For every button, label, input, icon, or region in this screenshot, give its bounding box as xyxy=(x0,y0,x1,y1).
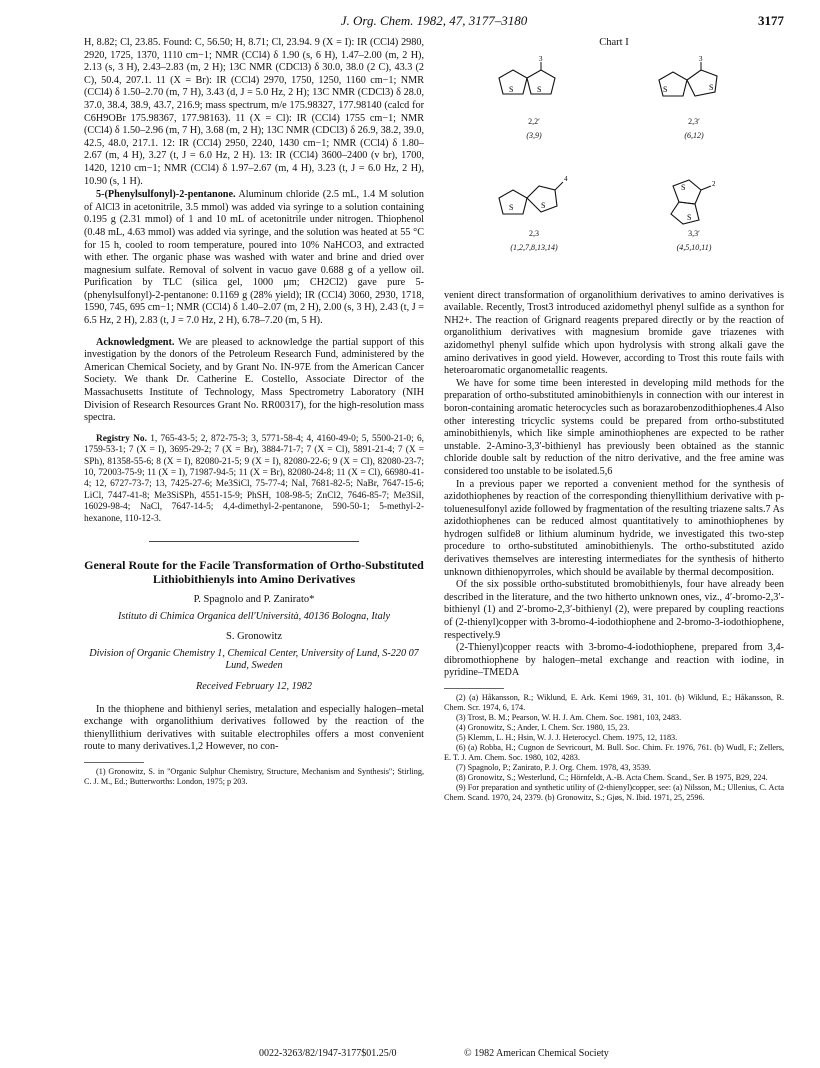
svg-text:2: 2 xyxy=(712,179,716,188)
footnote-1: (1) Gronowitz, S. in "Organic Sulphur Chemistry, Structure, Mechanism and Synthesis"; Stirling, C. J. M., Ed.; Butterworths: London, 1975; p 203. xyxy=(84,767,424,786)
right-column xyxy=(444,37,784,803)
acknowledgment-paragraph xyxy=(84,337,424,425)
svg-text:S: S xyxy=(663,84,668,94)
authors-bologna: P. Spagnolo and P. Zanirato* xyxy=(193,594,315,606)
bithienyl-2-2-diagram xyxy=(479,56,589,116)
bithienyl-3-3prime-diagram xyxy=(639,168,749,228)
footnote-divider xyxy=(84,762,144,763)
bithienyl-2-3prime-diagram xyxy=(639,56,749,116)
structure-label: 2,3 xyxy=(529,228,539,238)
footnote-8: (8) Gronowitz, S.; Westerlund, C.; Hörnfeldt, A.-B. Acta Chem. Scand., Ser. B 1975, B29, 224. xyxy=(456,773,768,782)
structure-label: 2,2′ xyxy=(528,116,540,126)
page-number: 3177 xyxy=(758,13,784,28)
body-paragraph-1: venient direct transformation of organolithium derivatives to amino derivatives is available. Recently, Trost3 introduced azidomethyl phenyl sulfide as a synthon for NH2+. The reaction of Grignard reagents prepared directly or by the reaction of organolithium derivatives with magnesium bromide gave triazenes with azidomethyl phenyl sulfide which upon hydrolysis with strong alkali gave the amino derivatives in good yield. However, according to Trost this route fails with heteroaromatic organometallic reagents. xyxy=(444,289,784,377)
doi-code: 0022-3263/82/1947-3177$01.25/0 xyxy=(259,1048,397,1059)
body-paragraph-4: Of the six possible ortho-substituted bromobithienyls, four have already been described in the literature, and the two hitherto unknown ones, viz., 4′-bromo-2,3′-bithienyl (1) and 2′-bromo-2,3′-bithienyl (2), were prepared by coupling reactions of (2-thienyl)copper with 3-bromo-4-iodothiophene and 2-bromo-3-iodothiophene, respectively.9 xyxy=(444,579,784,641)
acknowledgment-text: We are pleased to acknowledge the partial support of this investigation by the donors of the Petroleum Research Fund, administered by the American Chemical Society, and by Grant No. IN-97E from the American Cancer Society. We thank Dr. Catherine E. Costello, Associate Director of the Massachusetts Institute of Technology, Mass Spectrometry Laboratory (NIH Division of Research Resources Grant No. RR00317), for the high-resolution mass spectra. xyxy=(84,336,424,424)
authors-lund: S. Gronowitz xyxy=(226,631,282,643)
structure-label: 3,3′ xyxy=(688,228,700,238)
svg-text:S: S xyxy=(509,84,514,94)
footnote-divider xyxy=(444,688,504,689)
affiliation-lund: Division of Organic Chemistry 1, Chemical Center, University of Lund, S-220 07 Lund, Sweden xyxy=(89,647,419,672)
footnote-3: (3) Trost, B. M.; Pearson, W. H. J. Am. Chem. Soc. 1981, 103, 2483. xyxy=(456,713,682,722)
svg-text:4: 4 xyxy=(564,174,568,183)
registry-text: 1, 765-43-5; 2, 872-75-3; 3, 5771-58-4; 4, 4160-49-0; 5, 5500-21-0; 6, 1759-53-1; 7 (X = I), 3695-29-2; 7 (X = Br), 3884-71-7; 7 (X = Cl), 5891-21-4; 7 (X = SPh), 81358-55-6; 8 (X = I), 82080-21-5; 9 (X = I), 82080-22-6; 9 (X = Cl), 82080-23-7; 10, 72003-75-9; 11 (X = I), 71987-94-5; 11 (X = Br), 82080-24-8; 11 (X = Cl), 66980-41-4; 12, 6727-73-7; 13, 7425-27-6; Me3SiCl, 75-77-4; NaI, 7681-82-5; NaBr, 7647-15-6; LiCl, 7447-41-8; Me3SiSPh, 4551-15-9; PhSH, 108-98-5; ZnCl2, 7646-85-7; Me3SiI, 16029-98-4; NaCl, 7647-14-5; 4,4-dimethyl-2-pentanone, 590-50-1; 5-methyl-2-hexanone, 110-12-3. xyxy=(84,433,424,524)
structure-2-3-bithienyl-b xyxy=(454,168,614,255)
svg-text:S: S xyxy=(509,202,514,212)
procedure-heading: 5-(Phenylsulfonyl)-2-pentanone. xyxy=(96,189,236,201)
svg-text:S: S xyxy=(537,84,542,94)
procedure-paragraph xyxy=(84,189,424,328)
footnote-4: (4) Gronowitz, S.; Ander, I. Chem. Scr. 1980, 15, 23. xyxy=(456,723,630,732)
svg-text:S: S xyxy=(681,182,686,192)
body-paragraph-5: (2-Thienyl)copper reacts with 3-bromo-4-iodothiophene, prepared from 3,4-dibromothiophene by halogen–metal exchange and reaction with iodine, in pyridine–TMEDA xyxy=(444,642,784,679)
chart-title: Chart I xyxy=(599,37,629,48)
structure-2-3-bithienyl xyxy=(614,56,774,143)
registry-paragraph xyxy=(84,434,424,525)
svg-text:S: S xyxy=(541,200,546,210)
article-title: General Route for the Facile Transformation of Ortho-Substituted Lithiobithienyls into Amino Derivatives xyxy=(84,558,424,587)
svg-text:3: 3 xyxy=(539,55,543,63)
body-paragraph-3: In a previous paper we reported a convenient method for the synthesis of azidothiophenes by reaction of the corresponding thienyllithium derivative with p-toluenesulfonyl azide followed by fragmentation of the resulting triazene salts.7 As azidothiophenes can be reduced almost quantitatively to aminothiophenes by hydrogen sulfide8 or lithium aluminum hydride, we investigated this two-step procedure to ortho-substituted aminobithienyls. The ortho-substituted azido derivatives themselves are interesting intermediates for the synthesis of hitherto unknown dithienopyrroles, which should be available by thermal decomposition. xyxy=(444,478,784,578)
footnote-9: (9) For preparation and synthetic utility of (2-thienyl)copper, see: (a) Nilsson, M.; Ullenius, C. Acta Chem. Scand. 1970, 24, 2379. (b) Gronowitz, S.; Gjøs, N. Ibid. 1971, 25, 2596. xyxy=(444,783,784,802)
article-divider xyxy=(149,541,359,542)
footnote-6: (6) (a) Robba, H.; Cugnon de Sevricourt, M. Bull. Soc. Chim. Fr. 1976, 761. (b) Wudl, F.; Zellers, E. T. J. Am. Chem. Soc. 1980, 102, 4283. xyxy=(444,743,784,762)
structure-label: 2,3′ xyxy=(688,116,700,126)
footnote-5: (5) Klemm, L. H.; Hsin, W. J. J. Heterocycl. Chem. 1975, 12, 1183. xyxy=(456,733,678,742)
journal-citation: J. Org. Chem. 1982, 47, 3177–3180 xyxy=(340,13,528,28)
bithienyl-2-3-diagram xyxy=(479,168,589,228)
experimental-data-paragraph: H, 8.82; Cl, 23.85. Found: C, 56.50; H, 8.71; Cl, 23.94. 9 (X = I): IR (CCl4) 2980, 2920, 1725, 1370, 1110 cm−1; NMR (CCl4) δ 1.90 (s, 6 H), 1.47–2.00 (m, 2 H), 2.13 (s, 3 H), 2.43–2.83 (m, 2 H); 13C NMR (CDCl3) δ 30.0, 38.0 (2 C), 43.3 (2 C), 50.4, 207.1. 11 (X = Br): IR (CCl4) 2970, 1750, 1250, 1160 cm−1; NMR (CCl4) δ 1.50–2.70 (m, 7 H), 3.43 (d, J = 5.0 Hz, 2 H); 13C NMR (CDCl3) δ 28.0, 37.0, 38.4, 38.9, 43.7, 216.9; mass spectrum, m/e 175.98327, 177.98140 (calcd for C6H9OBr 175.98367, 177.98163). 11 (X = Cl): IR (CCl4) 1755 cm−1; NMR (CCl4) δ 1.50–2.96 (m, 7 H), 3.68 (m, 2 H); 13C NMR (CDCl3) δ 26.9, 38.2, 39.0, 42.5, 48.0, 217.1. 12: IR (CCl4) 2950, 2240, 1430 cm−1; NMR (CCl4) δ 1.80–2.67 (m, 4 H), 3.27 (t, J = 6.0 Hz, 2 H). 13: IR (CCl4) 3600–2400 (v br), 1700, 1420, 1210 cm−1; NMR (CCl4) δ 1.97–2.67 (m, 4 H), 3.23 (t, J = 6.0 Hz, 2 H), 10.90 (s, 1 H). xyxy=(84,37,424,187)
structure-refs: (6,12) xyxy=(684,131,704,141)
footnote-7: (7) Spagnolo, P.; Zanirato, P. J. Org. Chem. 1978, 43, 3539. xyxy=(456,763,651,772)
structure-3-3-bithienyl xyxy=(614,168,774,255)
chart-structures xyxy=(444,56,784,276)
acknowledgment-heading: Acknowledgment. xyxy=(96,336,175,348)
affiliation-bologna: Istituto di Chimica Organica dell'Università, 40136 Bologna, Italy xyxy=(117,610,391,622)
intro-paragraph: In the thiophene and bithienyl series, metalation and especially halogen–metal exchange with organolithium derivatives followed by the reaction of the thienyllithium derivatives with suitable electrophiles offers a most convenient route to many derivatives.1,2 However, no con- xyxy=(84,703,424,753)
svg-text:S: S xyxy=(709,82,714,92)
structure-2-2-bithienyl xyxy=(454,56,614,143)
structure-refs: (3,9) xyxy=(526,131,542,141)
page-header xyxy=(84,13,784,31)
footnotes xyxy=(444,693,784,803)
body-paragraph-2: We have for some time been interested in developing mild methods for the preparation of ortho-substituted aminobithienyls in connection with our interest in boron-containing aromatic heterocycles such as borazarobenzodithiophenes.4 Also other interesting tricyclic systems could be prepared from ortho-substituted aminobithienyls, which like simple aminothiophenes are expected to be rather unstable. 2-Amino-3,3′-bithienyl has previously been obtained as the stannic chloride double salt by reduction of the nitro derivative, and the free amine was considered too unstable to be isolated.5,6 xyxy=(444,377,784,477)
structure-refs: (1,2,7,8,13,14) xyxy=(510,243,558,253)
svg-text:3: 3 xyxy=(699,55,703,63)
received-date: Received February 12, 1982 xyxy=(196,681,312,693)
structure-refs: (4,5,10,11) xyxy=(676,243,712,253)
footnote-2: (2) (a) Håkansson, R.; Wiklund, E. Ark. Kemi 1969, 31, 101. (b) Wiklund, E.; Håkansson, R. Chem. Scr. 1974, 6, 174. xyxy=(444,693,784,712)
left-column xyxy=(84,37,424,787)
procedure-text: Aluminum chloride (2.5 mL, 1.4 M solution of AlCl3 in acetonitrile, 3.5 mmol) was added via syringe to a solution containing 0.195 g (2.31 mmol) of 1 and 10 mL of acetonitrile under nitrogen. Thiophenol (0.48 mL, 4.63 mmol) was added via syringe, and the solution was heated at 55 °C for 15 h, cooled to room temperature, poured into 10% NaHCO3, and extracted with ether. The organic phase was washed with water and brine and dried over magnesium sulfate. Removal of solvent in vacuo gave 0.688 g of a yellow oil. Purification by TLC (silica gel, 1000 μm; CH2Cl2) gave pure 5-(phenylsulfonyl)-2-pentanone: 0.1169 g (28% yield); IR (CCl4) 3060, 2930, 1718, 1590, 745, 695 cm−1; NMR (CCl4) δ 1.40–2.07 (m, 2 H), 2.00 (s, 3 H), 2.43 (t, J = 6.5 Hz, 2 H), 2.83 (t, J = 7.0 Hz, 2 H), 6.78–7.20 (m, 5 H). xyxy=(84,189,424,327)
copyright: © 1982 American Chemical Society xyxy=(464,1048,609,1059)
svg-text:S: S xyxy=(687,212,692,222)
registry-heading: Registry No. xyxy=(96,433,147,444)
